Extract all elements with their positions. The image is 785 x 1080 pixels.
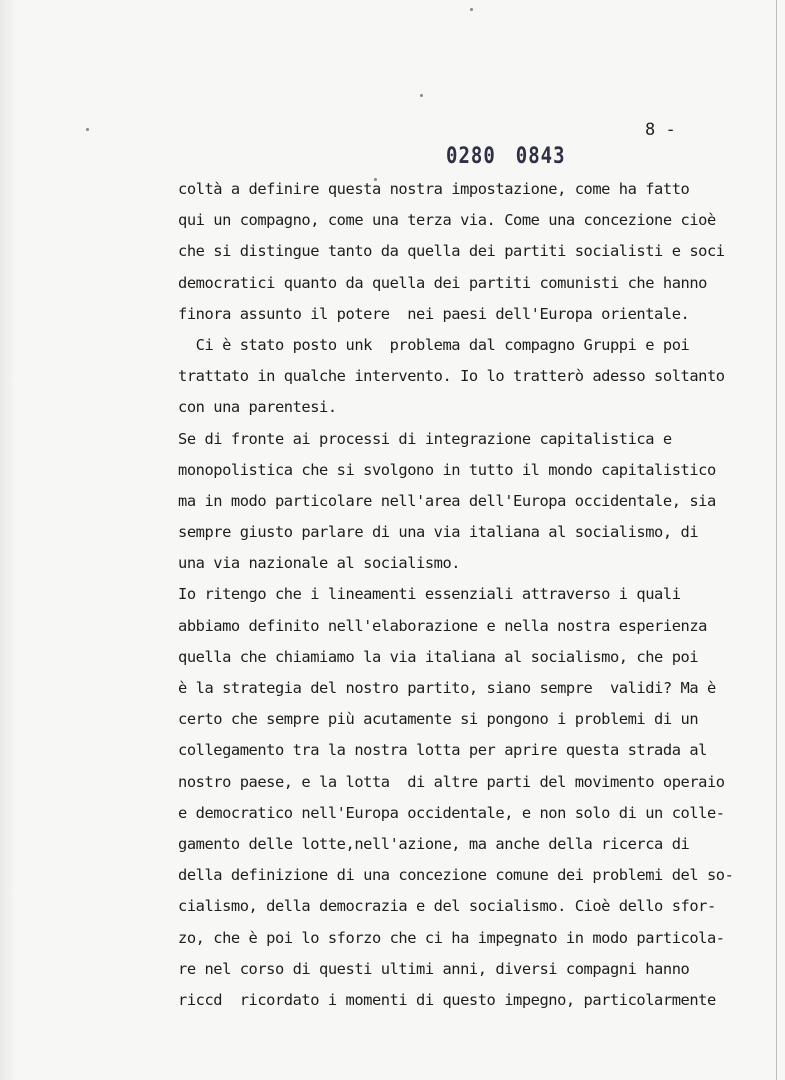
text-line: gamento delle lotte,nell'azione, ma anche della ricerca di	[178, 834, 690, 853]
text-line: trattato in qualche intervento. Io lo tratterò adesso soltanto	[178, 367, 725, 386]
text-line: che si distingue tanto da quella dei partiti socialisti e soci	[178, 242, 725, 261]
text-line: Se di fronte ai processi di integrazione capitalistica e	[178, 429, 672, 448]
text-line: Ci è stato posto unk problema dal compagno Gruppi e poi	[178, 335, 690, 354]
text-line: cialismo, della democrazia e del socialismo. Cioè dello sfor-	[178, 897, 716, 916]
text-line: democratici quanto da quella dei partiti comunisti che hanno	[178, 273, 707, 292]
text-line: qui un compagno, come una terza via. Come una concezione cioè	[178, 211, 716, 230]
text-line: finora assunto il potere nei paesi dell'Europa orientale.	[178, 304, 690, 323]
text-line: ma in modo particolare nell'area dell'Europa occidentale, sia	[178, 491, 716, 510]
text-line: zo, che è poi lo sforzo che ci ha impegnato in modo particola-	[178, 928, 725, 947]
text-line: collegamento tra la nostra lotta per aprire questa strada al	[178, 741, 707, 760]
text-line: una via nazionale al socialismo.	[178, 554, 461, 573]
page-shadow	[0, 0, 16, 1080]
text-line: nostro paese, e la lotta di altre parti del movimento operaio	[178, 772, 725, 791]
page-number: 8 -	[645, 120, 676, 140]
page-edge	[776, 0, 777, 1080]
text-line: e democratico nell'Europa occidentale, e non solo di un colle-	[178, 803, 725, 822]
typewritten-text	[178, 174, 776, 1016]
text-line: riccd ricordato i momenti di questo impegno, particolarmente	[178, 990, 716, 1009]
text-line: sempre giusto parlare di una via italiana al socialismo, di	[178, 523, 699, 542]
text-line: abbiamo definito nell'elaborazione e nella nostra esperienza	[178, 616, 707, 635]
text-line: coltà a definire questa nostra impostazione, come ha fatto	[178, 180, 690, 198]
stamp-number-right: 0843	[515, 143, 566, 169]
paper-speck	[86, 128, 89, 131]
text-line: Io ritengo che i lineamenti essenziali attraverso i quali	[178, 585, 681, 604]
text-line: quella che chiamiamo la via italiana al socialismo, che poi	[178, 647, 699, 666]
text-line: monopolistica che si svolgono in tutto il mondo capitalistico	[178, 460, 716, 479]
text-line: con una parentesi.	[178, 398, 337, 417]
paper-speck	[420, 94, 423, 97]
text-line: re nel corso di questi ultimi anni, diversi compagni hanno	[178, 959, 690, 978]
archive-stamp	[446, 143, 566, 168]
paper-speck	[470, 8, 473, 11]
text-line: è la strategia del nostro partito, siano sempre validi? Ma è	[178, 679, 716, 697]
stamp-number-left: 0280	[446, 143, 496, 169]
text-line: certo che sempre più acutamente si pongono i problemi di un	[178, 710, 699, 729]
text-line: della definizione di una concezione comune dei problemi del so-	[178, 866, 734, 885]
